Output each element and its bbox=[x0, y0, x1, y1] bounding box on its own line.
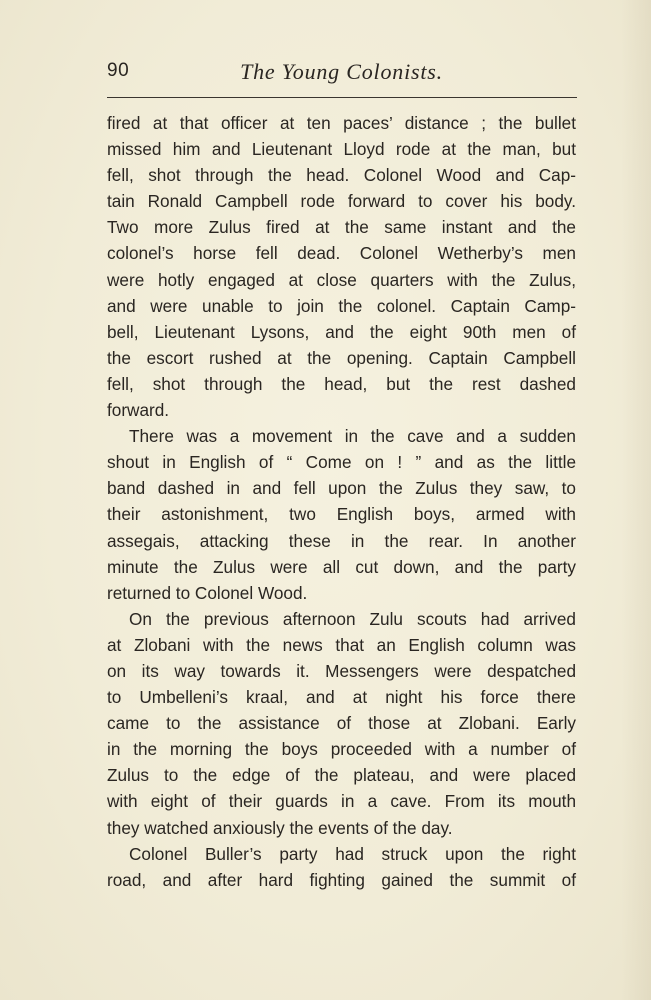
text-line: came to the assistance of those at Zlobani. Early bbox=[107, 713, 576, 734]
body-text bbox=[107, 110, 576, 893]
text-line: fell, shot through the head, but the rest dashed bbox=[107, 373, 576, 394]
text-line: they watched anxiously the events of the day. bbox=[107, 817, 453, 838]
text-line: missed him and Lieutenant Lloyd rode at the man, but bbox=[107, 139, 576, 160]
running-title: The Young Colonists. bbox=[240, 59, 443, 84]
text-line: bell, Lieutenant Lysons, and the eight 90th men of bbox=[107, 321, 576, 342]
text-line: Two more Zulus fired at the same instant and the bbox=[107, 217, 576, 238]
text-line: On the previous afternoon Zulu scouts had arrived bbox=[129, 608, 576, 629]
text-line: forward. bbox=[107, 400, 170, 421]
text-line: the escort rushed at the opening. Captain Campbell bbox=[107, 347, 576, 368]
page-number: 90 bbox=[107, 60, 130, 81]
text-line: with eight of their guards in a cave. From its mouth bbox=[107, 791, 576, 812]
text-line: were hotly engaged at close quarters with the Zulus, bbox=[107, 269, 576, 290]
page-edge-shadow bbox=[621, 0, 651, 1000]
text-line: shout in English of “ Come on ! ” and as the little bbox=[107, 452, 576, 473]
text-line: Zulus to the edge of the plateau, and were placed bbox=[107, 765, 576, 786]
text-line: minute the Zulus were all cut down, and the party bbox=[107, 556, 576, 577]
text-line: and were unable to join the colonel. Captain Camp- bbox=[107, 295, 576, 316]
text-line: fired at that officer at ten paces’ distance ; the bullet bbox=[107, 113, 576, 133]
text-line: on its way towards it. Messengers were despatched bbox=[107, 660, 576, 681]
text-line: Colonel Buller’s party had struck upon the right bbox=[129, 843, 576, 864]
text-line: tain Ronald Campbell rode forward to cover his body. bbox=[107, 191, 576, 212]
text-line: road, and after hard fighting gained the summit of bbox=[107, 869, 576, 890]
text-line: at Zlobani with the news that an English column was bbox=[107, 634, 576, 655]
text-line: fell, shot through the head. Colonel Wood and Cap- bbox=[107, 165, 576, 186]
text-line: to Umbelleni’s kraal, and at night his force there bbox=[107, 687, 576, 708]
running-head bbox=[107, 58, 576, 88]
header-rule bbox=[107, 97, 577, 98]
text-line: returned to Colonel Wood. bbox=[107, 582, 308, 603]
text-line: band dashed in and fell upon the Zulus they saw, to bbox=[107, 478, 576, 499]
text-line: There was a movement in the cave and a sudden bbox=[129, 426, 576, 447]
text-line: assegais, attacking these in the rear. In another bbox=[107, 530, 576, 551]
text-line: colonel’s horse fell dead. Colonel Wetherby’s men bbox=[107, 243, 576, 264]
text-line: their astonishment, two English boys, armed with bbox=[107, 504, 576, 525]
text-line: in the morning the boys proceeded with a number of bbox=[107, 739, 576, 760]
